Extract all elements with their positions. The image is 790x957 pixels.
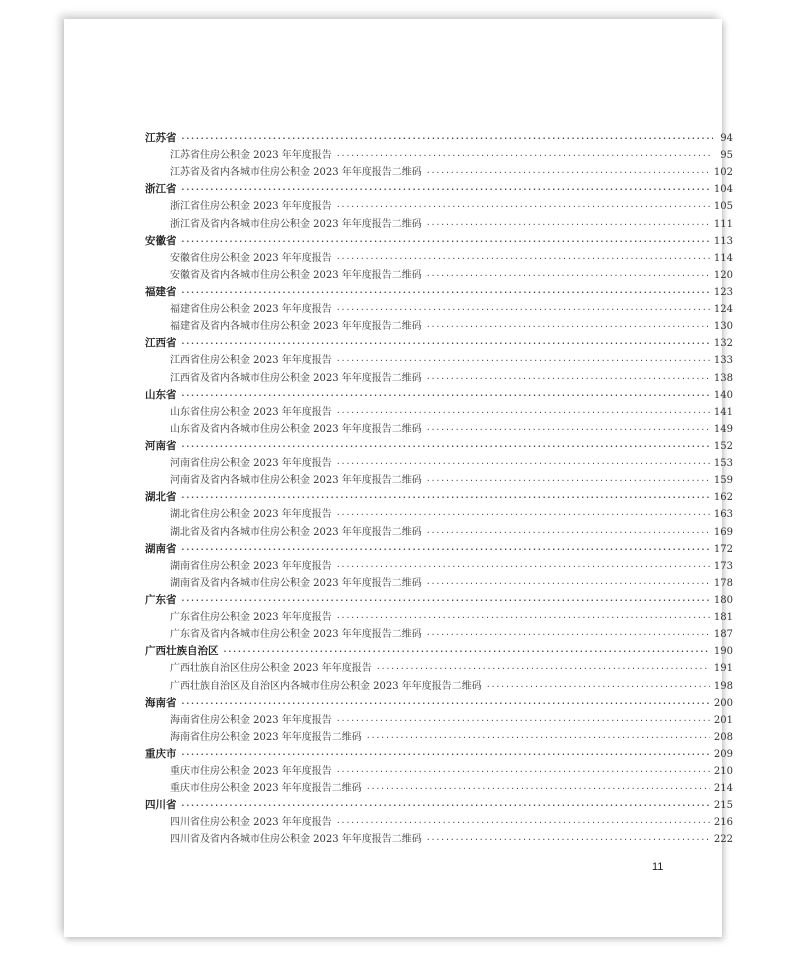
toc-entry-title: 四川省及省内各城市住房公积金 2023 年年度报告二维码 [170,834,422,846]
dot-leader [336,198,710,215]
dot-leader [181,541,710,558]
toc-page-number: 140 [713,389,733,401]
dot-leader [336,506,710,523]
dot-leader [181,489,710,506]
toc-page-number: 172 [713,543,733,555]
toc-entry-title: 福建省及省内各城市住房公积金 2023 年年度报告二维码 [170,321,422,333]
toc-subentry[interactable] [145,609,733,626]
toc-entry-title: 河南省及省内各城市住房公积金 2023 年年度报告二维码 [170,475,422,487]
toc-subentry[interactable] [145,506,733,523]
toc-subentry[interactable] [145,370,733,387]
toc-page-number: 152 [713,440,733,452]
toc-subentry[interactable] [145,352,733,369]
toc-subentry[interactable] [145,678,733,695]
toc-page-number: 214 [713,783,733,795]
toc-entry-title: 安徽省住房公积金 2023 年年度报告 [170,252,332,264]
toc-page-number: 178 [713,577,733,589]
dot-leader [426,831,710,848]
toc-page-number: 163 [713,509,733,521]
toc-page-number: 215 [713,800,733,812]
dot-leader [181,387,710,404]
toc-entry-title: 福建省住房公积金 2023 年年度报告 [170,304,332,316]
toc-subentry[interactable] [145,626,733,643]
toc-entry-title: 四川省 [145,799,177,812]
toc-entry-title: 江西省及省内各城市住房公积金 2023 年年度报告二维码 [170,372,422,384]
toc-section-entry[interactable] [145,746,733,763]
toc-section-entry[interactable] [145,387,733,404]
toc-entry-title: 浙江省及省内各城市住房公积金 2023 年年度报告二维码 [170,218,422,230]
toc-subentry[interactable] [145,147,733,164]
toc-entry-title: 湖南省 [145,542,177,555]
dot-leader [376,660,710,677]
dot-leader [181,797,710,814]
dot-leader [336,558,710,575]
toc-entry-title: 广西壮族自治区 [145,645,219,658]
toc-subentry[interactable] [145,421,733,438]
toc-entry-title: 海南省住房公积金 2023 年年度报告二维码 [170,731,362,743]
toc-subentry[interactable] [145,763,733,780]
toc-subentry[interactable] [145,712,733,729]
toc-page-number: 216 [713,817,733,829]
toc-section-entry[interactable] [145,181,733,198]
toc-entry-title: 湖北省住房公积金 2023 年年度报告 [170,509,332,521]
toc-section-entry[interactable] [145,797,733,814]
toc-entry-title: 福建省 [145,285,177,298]
toc-entry-title: 江苏省及省内各城市住房公积金 2023 年年度报告二维码 [170,167,422,179]
toc-page-number: 123 [713,286,733,298]
toc-subentry[interactable] [145,301,733,318]
toc-page-number: 133 [713,355,733,367]
dot-leader [336,712,710,729]
toc-page-number: 120 [713,269,733,281]
toc-page-number: 169 [713,526,733,538]
dot-leader [181,746,710,763]
toc-page-number: 200 [713,697,733,709]
toc-page-number: 210 [713,766,733,778]
toc-entry-title: 广东省及省内各城市住房公积金 2023 年年度报告二维码 [170,629,422,641]
toc-section-entry[interactable] [145,438,733,455]
toc-subentry[interactable] [145,250,733,267]
toc-page-number: 187 [713,629,733,641]
toc-page-number: 149 [713,423,733,435]
toc-subentry[interactable] [145,780,733,797]
toc-page-number: 201 [713,714,733,726]
dot-leader [336,147,713,164]
dot-leader [426,318,710,335]
toc-page-number: 180 [713,594,733,606]
toc-entry-title: 浙江省住房公积金 2023 年年度报告 [170,201,332,213]
toc-entry-title: 山东省 [145,388,177,401]
toc-page-number: 198 [713,680,733,692]
dot-leader [426,370,710,387]
dot-leader [336,455,710,472]
toc-entry-title: 广西壮族自治区及自治区内各城市住房公积金 2023 年年度报告二维码 [170,680,482,692]
toc-section-entry[interactable] [145,489,733,506]
toc-page-number: 130 [713,321,733,333]
toc-entry-title: 江西省 [145,337,177,350]
toc-entry-title: 海南省住房公积金 2023 年年度报告 [170,714,332,726]
toc-page-number: 94 [720,133,733,144]
toc-page-number: 138 [713,372,733,384]
toc-section-entry[interactable] [145,284,733,301]
dot-leader [426,524,710,541]
dot-leader [181,335,710,352]
toc-subentry[interactable] [145,660,733,677]
toc-subentry[interactable] [145,814,733,831]
toc-entry-title: 广西壮族自治区住房公积金 2023 年年度报告 [170,663,372,675]
toc-entry-title: 江苏省 [145,132,177,144]
toc-subentry[interactable] [145,164,733,181]
toc-subentry[interactable] [145,267,733,284]
toc-subentry[interactable] [145,404,733,421]
dot-leader [336,609,710,626]
dot-leader [486,678,710,695]
toc-entry-title: 山东省住房公积金 2023 年年度报告 [170,406,332,418]
dot-leader [336,814,710,831]
toc-page-number: 124 [713,304,733,316]
dot-leader [181,592,710,609]
toc-entry-title: 重庆市 [145,747,177,760]
toc-section-entry[interactable] [145,695,733,712]
toc-page-number: 208 [713,731,733,743]
toc-entry-title: 重庆市住房公积金 2023 年年度报告二维码 [170,783,362,795]
toc-entry-title: 湖北省 [145,491,177,504]
toc-section-entry[interactable] [145,130,733,147]
toc-entry-title: 江西省住房公积金 2023 年年度报告 [170,355,332,367]
toc-entry-title: 海南省 [145,696,177,709]
toc-entry-title: 山东省及省内各城市住房公积金 2023 年年度报告二维码 [170,423,422,435]
dot-leader [426,164,710,181]
toc-subentry[interactable] [145,216,733,233]
toc-entry-title: 浙江省 [145,183,177,196]
toc-section-entry[interactable] [145,541,733,558]
toc-page-number: 191 [713,663,733,675]
toc-page-number: 162 [713,492,733,504]
toc-page-number: 95 [720,150,733,162]
toc-subentry[interactable] [145,455,733,472]
toc-entry-title: 安徽省及省内各城市住房公积金 2023 年年度报告二维码 [170,269,422,281]
dot-leader [336,301,710,318]
toc-entry-title: 广东省住房公积金 2023 年年度报告 [170,612,332,624]
dot-leader [426,575,710,592]
toc-entry-title: 河南省 [145,439,177,452]
dot-leader [426,626,710,643]
dot-leader [366,729,710,746]
toc-page-number: 111 [713,218,733,230]
toc-page-number: 159 [713,475,733,487]
dot-leader [426,472,710,489]
table-of-contents [145,130,733,849]
dot-leader [223,643,710,660]
document-page [64,19,733,937]
toc-subentry[interactable] [145,472,733,489]
dot-leader [181,233,710,250]
toc-subentry[interactable] [145,524,733,541]
dot-leader [426,267,710,284]
toc-page-number: 104 [713,184,733,196]
toc-subentry[interactable] [145,575,733,592]
toc-section-entry[interactable] [145,643,733,660]
dot-leader [336,250,710,267]
toc-subentry[interactable] [145,831,733,848]
toc-section-entry[interactable] [145,233,733,250]
toc-entry-title: 河南省住房公积金 2023 年年度报告 [170,458,332,470]
dot-leader [426,216,710,233]
toc-page-number: 222 [713,834,733,846]
toc-page-number: 173 [713,560,733,572]
toc-entry-title: 广东省 [145,593,177,606]
dot-leader [366,780,710,797]
dot-leader [181,695,710,712]
dot-leader [426,421,710,438]
toc-page-number: 181 [713,612,733,624]
toc-entry-title: 安徽省 [145,234,177,247]
page-number: 11 [652,861,664,873]
toc-page-number: 113 [713,235,733,247]
toc-page-number: 190 [713,646,733,658]
toc-section-entry[interactable] [145,335,733,352]
toc-subentry[interactable] [145,198,733,215]
toc-entry-title: 湖北省及省内各城市住房公积金 2023 年年度报告二维码 [170,526,422,538]
toc-subentry[interactable] [145,318,733,335]
dot-leader [336,763,710,780]
toc-entry-title: 湖南省及省内各城市住房公积金 2023 年年度报告二维码 [170,577,422,589]
toc-subentry[interactable] [145,729,733,746]
toc-entry-title: 江苏省住房公积金 2023 年年度报告 [170,150,332,162]
dot-leader [181,284,710,301]
toc-page-number: 114 [713,252,733,264]
toc-page-number: 153 [713,458,733,470]
toc-entry-title: 重庆市住房公积金 2023 年年度报告 [170,766,332,778]
toc-page-number: 132 [713,338,733,350]
dot-leader [336,352,710,369]
toc-page-number: 105 [713,201,733,213]
dot-leader [181,181,710,198]
toc-entry-title: 四川省住房公积金 2023 年年度报告 [170,817,332,829]
toc-entry-title: 湖南省住房公积金 2023 年年度报告 [170,560,332,572]
dot-leader [336,404,710,421]
toc-subentry[interactable] [145,558,733,575]
toc-page-number: 209 [713,748,733,760]
toc-page-number: 102 [713,167,733,179]
dot-leader [181,130,714,147]
toc-page-number: 141 [713,406,733,418]
toc-section-entry[interactable] [145,592,733,609]
dot-leader [181,438,710,455]
